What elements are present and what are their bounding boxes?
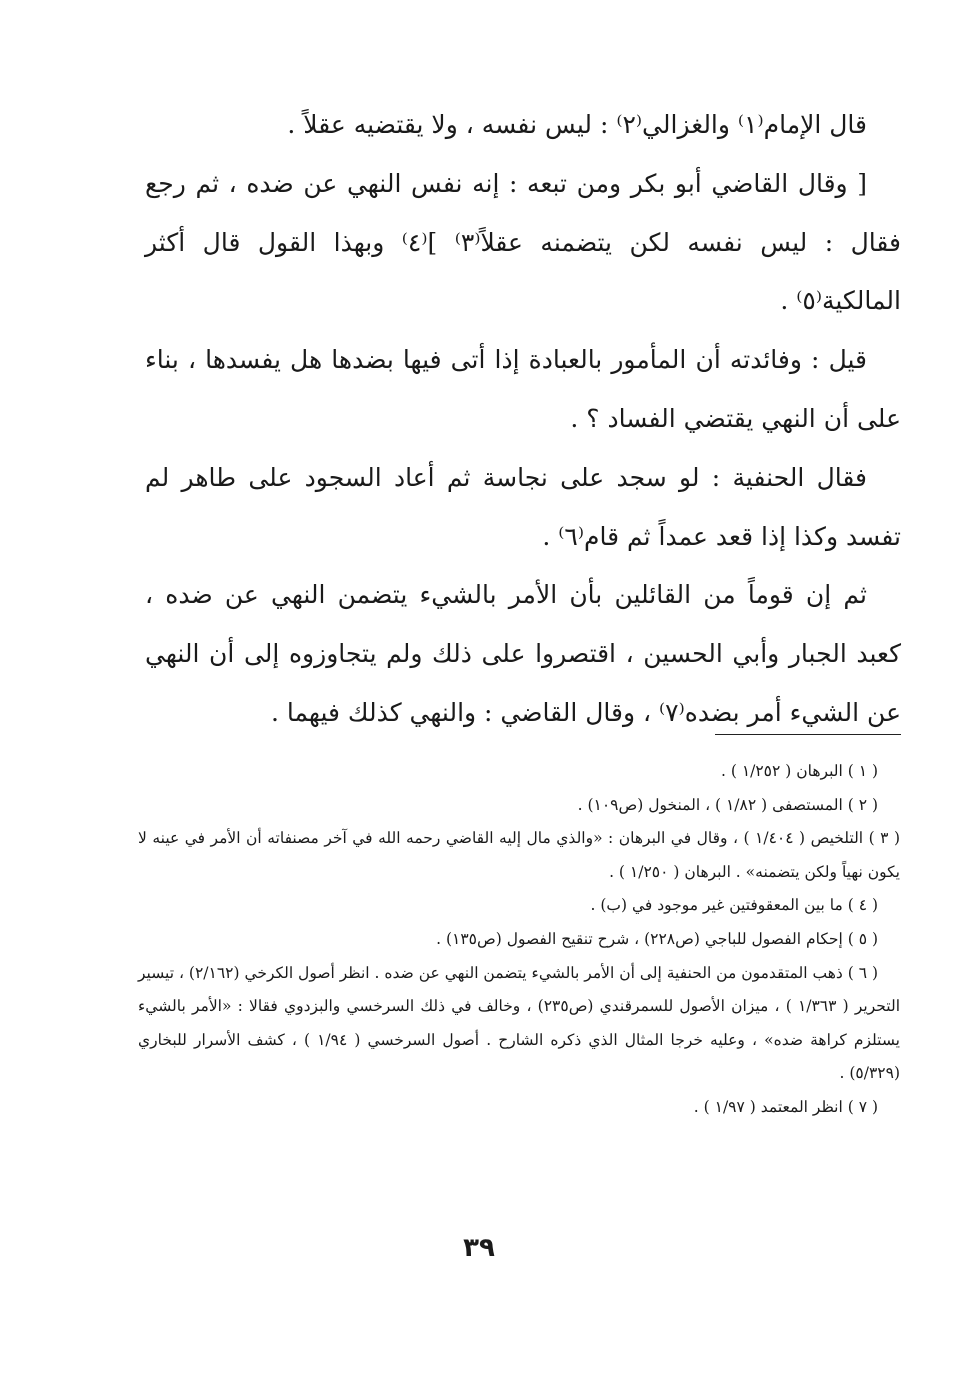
main-paragraph-4: فقال الحنفية : لو سجد على نجاسة ثم أعاد السجود على طاهر لم تفسد وكذا إذا قعد عمداً ثم قام⁽٦⁾ . [145, 462, 901, 551]
footnote-6: ( ٦ ) ذهب المتقدمون من الحنفية إلى أن الأمر بالشيء يتضمن النهي عن ضده . انظر أصول الكرخي (٢/١٦٢) ، تيسير التحرير ( ١/٣٦٣ ) ، ميزان الأصول للسمرقندي (ص٢٣٥) ، وخالف في ذلك السرخسي والبزدوي فقالا : «الأمر بالشيء يستلزم كراهة ضده» ، وعليه خرجا المثال الذي ذكره الشارح . أصول السرخسي ( ١/٩٤ ) ، كشف الأسرار للبخاري (٥/٣٢٩) . [138, 963, 900, 1083]
footnote-7: ( ٧ ) انظر المعتمد ( ١/٩٧ ) . [693, 1097, 878, 1116]
footnote-3: ( ٣ ) التلخيص ( ١/٤٠٤ ) ، وقال في البرهان : «والذي مال إليه القاضي رحمه الله في آخر مصنفاته أن الأمر في عينه لا يكون نهياً ولكن يتضمنه» . البرهان ( ١/٢٥٠ ) . [138, 829, 901, 881]
footnote-4: ( ٤ ) ما بين المعقوفتين غير موجود في (ب) . [590, 896, 878, 915]
footnote-1: ( ١ ) البرهان ( ١/٢٥٢ ) . [720, 762, 878, 780]
main-paragraph-3: قيل : وفائدته أن المأمور بالعبادة إذا أتى فيها بضدها هل يفسدها ، بناء على أن النهي يقتضي الفساد ؟ . [145, 345, 901, 433]
footnote-separator [715, 734, 901, 735]
footnotes [138, 755, 900, 1125]
footnote-2: ( ٢ ) المستصفى ( ١/٨٢ ) ، المنخول (ص١٠٩) . [577, 795, 878, 814]
main-paragraph-2: [ وقال القاضي أبو بكر ومن تبعه : إنه نفس النهي عن ضده ، ثم رجع فقال : ليس نفسه لكن يتضمنه عقلاً⁽٣⁾ ]⁽٤⁾ وبهذا القول قال أكثر المالكية⁽٥⁾ . [145, 168, 902, 316]
main-paragraph-1: قال الإمام⁽١⁾ والغزالي⁽٢⁾ : ليس نفسه ، ولا يقتضيه عقلاً . [287, 110, 867, 139]
main-text [145, 96, 901, 743]
footnote-5: ( ٥ ) إحكام الفصول للباجي (ص٢٢٨) ، شرح تنقيح الفصول (ص١٣٥) . [436, 929, 878, 948]
page-number: ٣٩ [463, 1233, 495, 1263]
main-paragraph-5: ثم إن قوماً من القائلين بأن الأمر بالشيء يتضمن النهي عن ضده ، كعبد الجبار وأبي الحسين ، اقتصروا على ذلك ولم يتجاوزوه إلى أن النهي عن الشيء أمر بضده⁽٧⁾ ، وقال القاضي : والنهي كذلك فيهما . [145, 580, 901, 727]
